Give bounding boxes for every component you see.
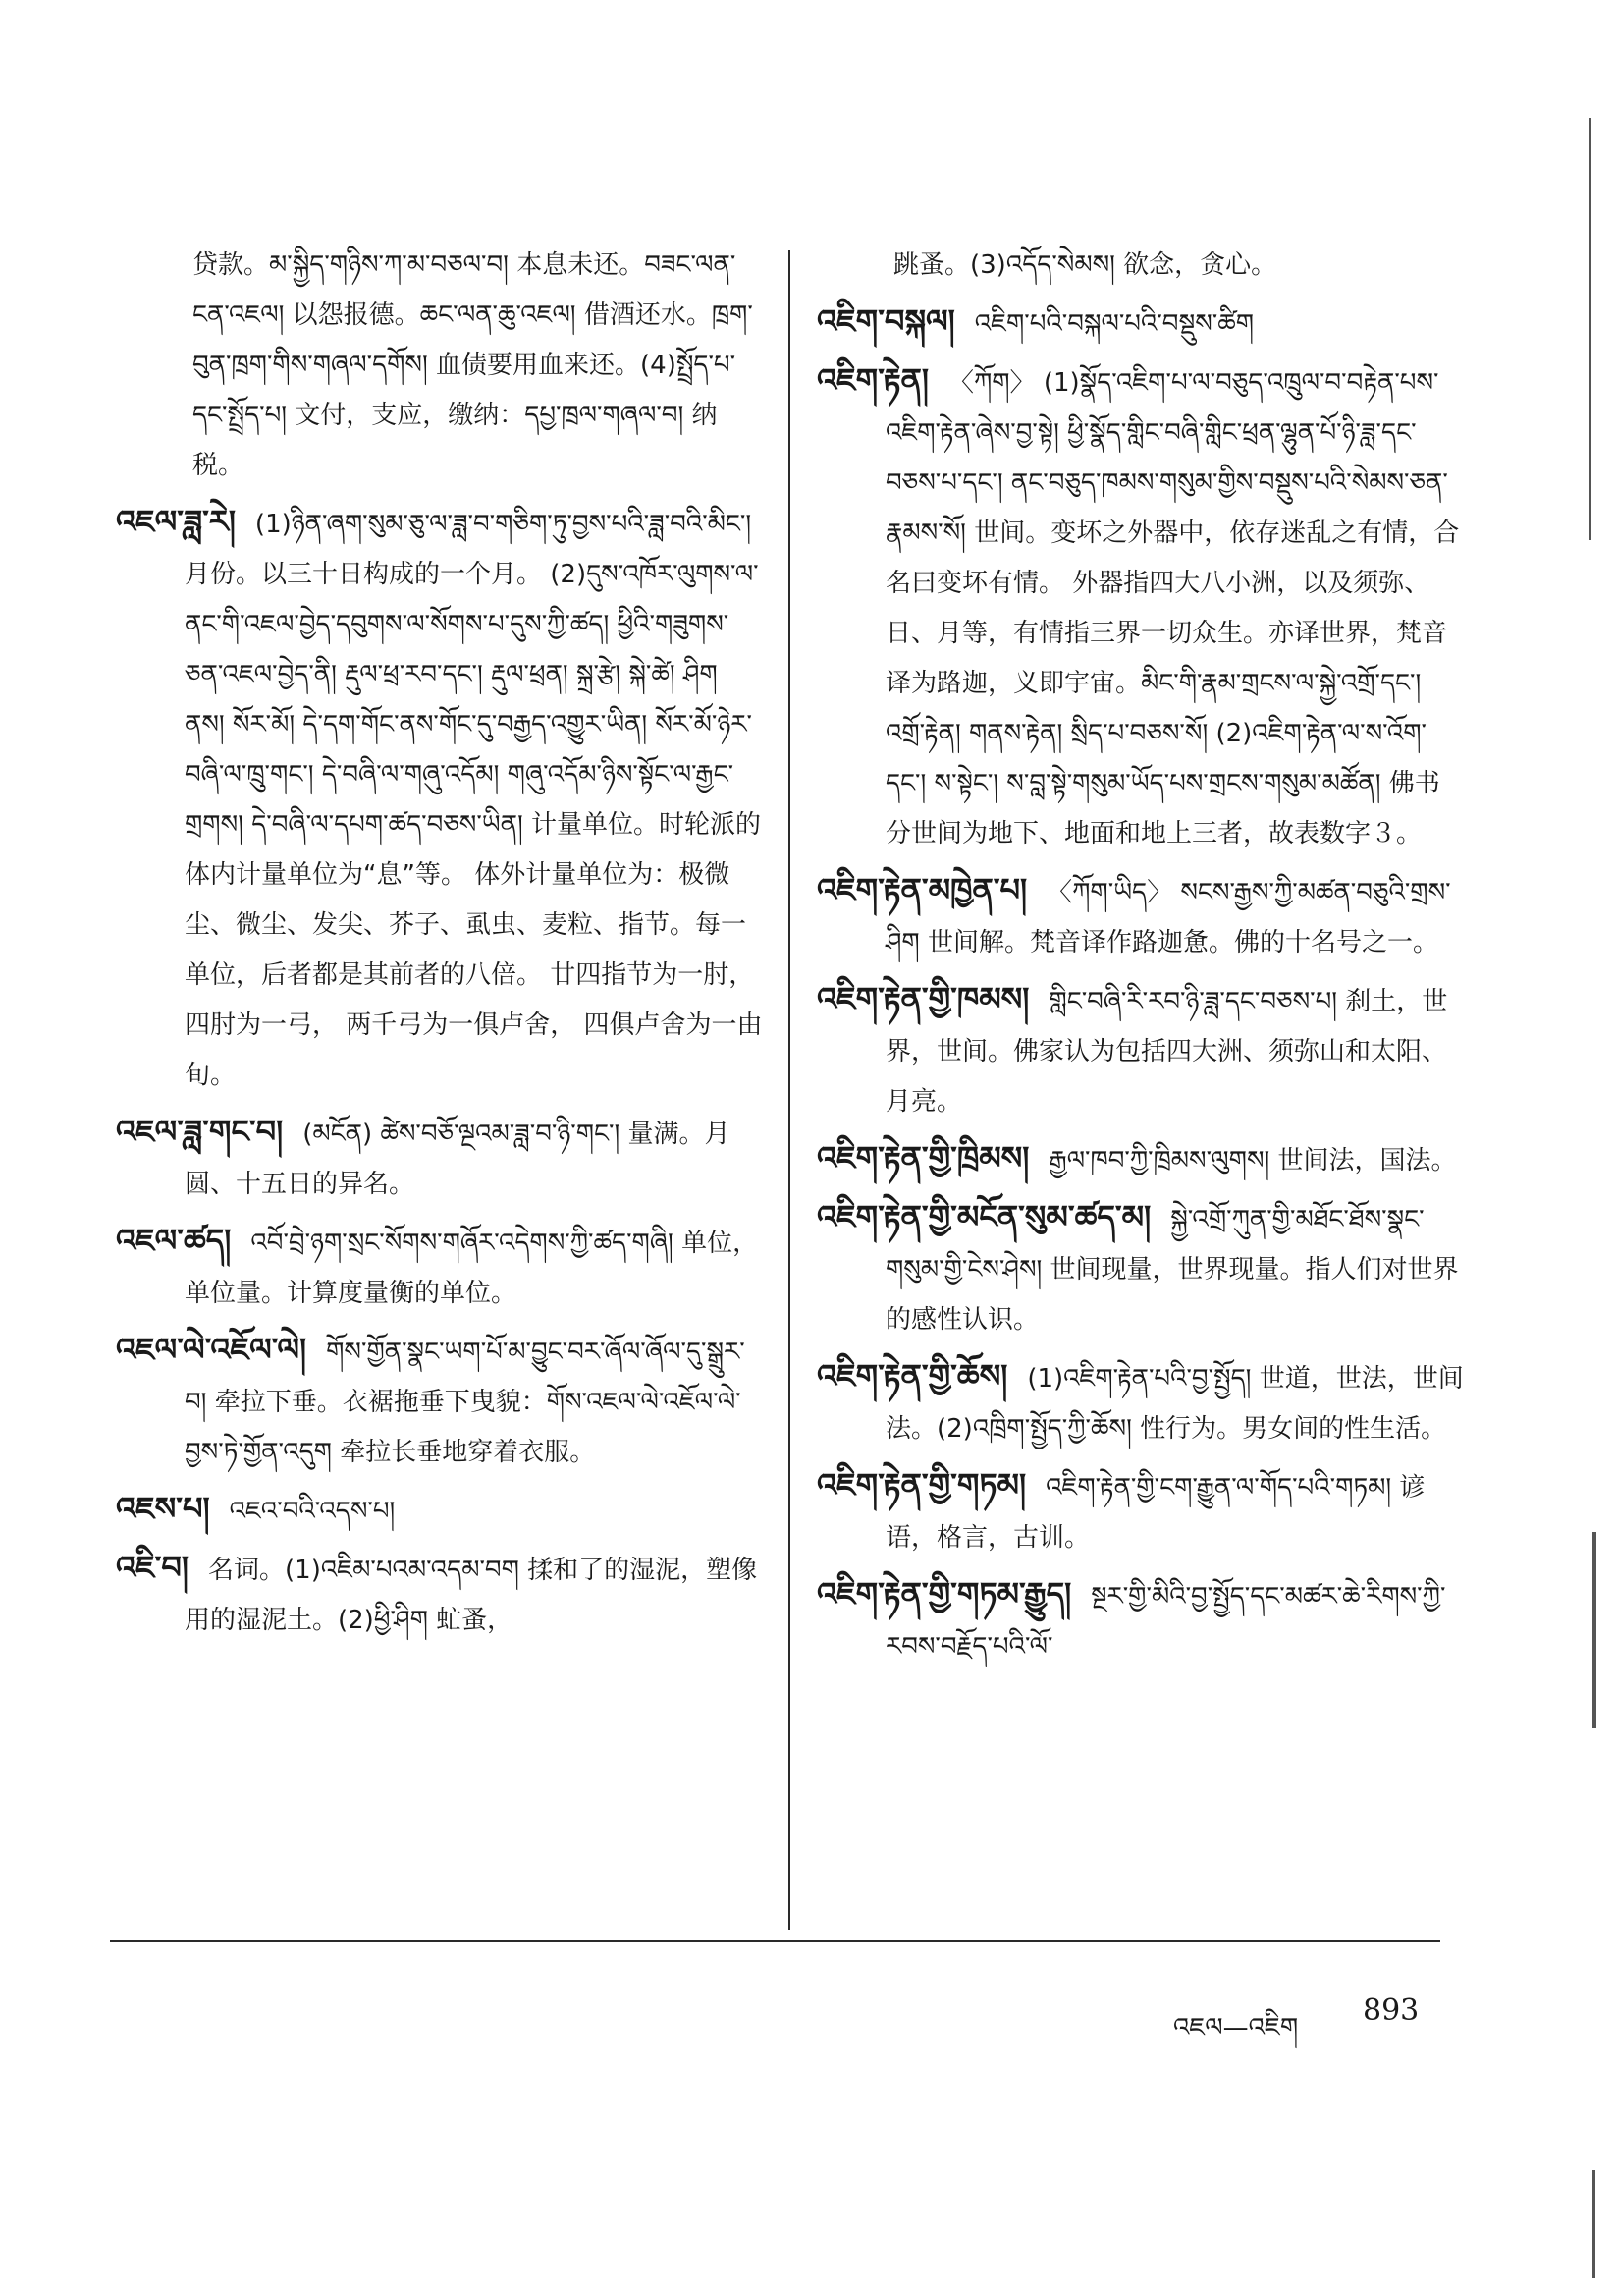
entry-definition: སྐྱེ་འགྲོ་ཀུན་གྱི་མཐོང་ཐོས་སྣང་གསུམ་གྱི་ངེས་ཤེས། 世间现量，世界现量。指人们对世界的感性认识。 [886, 1205, 1459, 1335]
entry-headword: འཇིག་རྟེན་གྱི་གཏམ་རྒྱུད། [817, 1575, 1072, 1613]
dictionary-entry [817, 974, 1465, 1127]
entry-definition: 贷款。མ་སྐྱིད་གཉིས་ཀ་མ་བཅལ་བ། 本息未还。བཟང་ལན་ངན་འཇལ། 以怨报德。ཆང་ལན་ཆུ་འཇལ། 借酒还水。ཁྲག་བུན་ཁྲག་གིས་གཞལ་དགོས། 血债要用血来还。(4)སྤྲོད་པ་དང་སྤྲོད་པ། 文付，支应，缴纳：དཔྱ་ཁྲལ་གཞལ་བ། 纳税。 [192, 250, 753, 480]
dictionary-entry [817, 865, 1465, 968]
dictionary-entry [116, 241, 764, 491]
column-divider [788, 250, 790, 1930]
dictionary-entry [817, 1192, 1465, 1345]
entry-headword: འཇལ་ལེ་འཇོལ་ལེ། [116, 1331, 307, 1368]
entry-headword: འཇི་བ། [116, 1549, 189, 1586]
entry-definition: (1)འཇིག་རྟེན་པའི་བྱ་སྤྱོད། 世道，世法，世间法。(2)འཁྲིག་སྤྱོད་ཀྱི་ཆོས། 性行为。男女间的性生活。 [886, 1364, 1464, 1444]
margin-artifact [1592, 1532, 1596, 1728]
entry-headword: འཇིག་རྟེན་མཁྱེན་པ། [817, 871, 1028, 908]
dictionary-entry [116, 1484, 764, 1537]
entry-definition: འཇིག་པའི་བསྐལ་པའི་བསྡུས་ཚིག [974, 309, 1255, 339]
entry-headword: འཇས་པ། [116, 1490, 210, 1527]
dictionary-entry [817, 355, 1465, 859]
dictionary-entry [817, 297, 1465, 350]
right-column [817, 241, 1465, 1678]
dictionary-entry [817, 1351, 1465, 1454]
entry-definition: འཇའ་བའི་འདས་པ། [229, 1497, 396, 1526]
entry-headword: འཇིག་རྟེན། [817, 361, 929, 399]
dictionary-entry [817, 1569, 1465, 1672]
margin-artifact [1589, 118, 1591, 540]
entry-definition: འཇིག་རྟེན་གྱི་ངག་རྒྱུན་ལ་གོད་པའི་གཏམ། 谚语，格言，古训。 [886, 1473, 1426, 1553]
dictionary-entry [116, 497, 764, 1101]
footer-rule [110, 1940, 1440, 1942]
dictionary-entry [116, 1543, 764, 1646]
entry-definition: (1)ཉིན་ཞག་སུམ་ཅུ་ལ་ཟླ་བ་གཅིག་ཏུ་བྱས་པའི་ཟླ་བའི་མིང་། 月份。以三十日构成的一个月。 (2)དུས་འཁོར་ལུགས་ལ་ནང་གི་འཇལ་བྱེད་དབུགས་ལ་སོགས་པ་དུས་ཀྱི་ཚད། ཕྱིའི་གཟུགས་ཅན་འཇལ་བྱེད་ནི། རྡུལ་ཕྲ་རབ་དང་། རྡུལ་ཕྲན། སྐྲ་རྩེ། སྐེ་ཚེ། ཤིག ནས། སོར་མོ། དེ་དག་གོང་ནས་གོང་དུ་བརྒྱད་འགྱུར་ཡིན། སོར་མོ་ཉེར་བཞི་ལ་ཁྲུ་གང་། དེ་བཞི་ལ་གཞུ་འདོམ། གཞུ་འདོམ་ཉིས་སྟོང་ལ་རྒྱང་གྲགས། དེ་བཞི་ལ་དཔག་ཚད་བཅས་ཡིན། 计量单位。时轮派的体内计量单位为“息”等。 体外计量单位为：极微尘、微尘、发尖、芥子、虱虫、麦粒、指节。每一单位，后者都是其前者的八倍。 廿四指节为一肘，四肘为一弓， 两千弓为一俱卢舍， 四俱卢舍为一由旬。 [185, 510, 763, 1090]
entry-definition: གླིང་བཞི་རི་རབ་ཉི་ཟླ་དང་བཅས་པ། 刹土，世界，世间。佛家认为包括四大洲、须弥山和太阳、月亮。 [886, 987, 1448, 1117]
entry-definition: 〈ཀོག་ཡིད〉 སངས་རྒྱས་ཀྱི་མཚན་བཅུའི་གྲས་ཤིག 世间解。梵音译作路迦惫。佛的十名号之一。 [886, 878, 1451, 957]
dictionary-entry [817, 1460, 1465, 1563]
entry-definition: 跳蚤。(3)འདོད་སེམས། 欲念，贪心。 [893, 250, 1277, 280]
entry-definition: རྒྱལ་ཁབ་ཀྱི་ཁྲིམས་ལུགས། 世间法，国法。 [1049, 1146, 1457, 1175]
entry-headword: འཇལ་ཚད། [116, 1222, 232, 1259]
dictionary-entry [116, 1325, 764, 1478]
entry-definition: སྔར་གྱི་མིའི་བྱ་སྤྱོད་དང་མཚར་ཆེ་རིགས་ཀྱི་རབས་བརྗོད་པའི་ལོ་ [886, 1582, 1446, 1662]
margin-artifact [1592, 2170, 1595, 2278]
entry-definition: (མངོན) ཚེས་བཅོ་ལྔའམ་ཟླ་བ་ཉི་གང་། 量满。月圆、十五日的异名。 [185, 1120, 730, 1199]
entry-headword: འཇིག་རྟེན་གྱི་ཁྲིམས། [817, 1139, 1030, 1176]
dictionary-entry [817, 1133, 1465, 1186]
entry-headword: འཇིག་རྟེན་གྱི་གཏམ། [817, 1466, 1027, 1503]
entry-definition: 名词。(1)འཇིམ་པའམ་འདམ་བག 揉和了的湿泥，塑像用的湿泥土。(2)ཕྱི་ཤིག 虻蚤， [185, 1556, 758, 1635]
entry-headword: འཇིག་བསྐལ། [817, 302, 955, 340]
entry-definition: འབོ་བྲེ་ཉག་སྲང་སོགས་གཞོར་འདེགས་ཀྱི་ཚད་གཞི། 单位，单位量。计算度量衡的单位。 [185, 1229, 759, 1308]
entry-headword: འཇལ་ཟླ་རེ། [116, 503, 236, 540]
dictionary-entry [116, 1216, 764, 1319]
entry-headword: འཇིག་རྟེན་གྱི་ཆོས། [817, 1357, 1008, 1394]
dictionary-entry [116, 1107, 764, 1210]
running-head: འཇལ—འཇིག [1173, 2013, 1299, 2043]
dictionary-entry [817, 241, 1465, 291]
entry-definition: གོས་གྱོན་སྣང་ཡག་པོ་མ་བྱུང་བར་ཞོལ་ཞོལ་དུ་སྒྲུར་བ། 牵拉下垂。衣裾拖垂下曳貌：གོས་འཇལ་ལེ་འཇོལ་ལེ་བྱས་ཏེ་གྱོན་འདུག 牵拉长垂地穿着衣服。 [185, 1338, 745, 1467]
entry-headword: འཇིག་རྟེན་གྱི་ཁམས། [817, 980, 1030, 1017]
entry-headword: འཇིག་རྟེན་གྱི་མངོན་སུམ་ཚད་མ། [817, 1198, 1152, 1235]
entry-headword: འཇལ་ཟླ་གང་བ། [116, 1113, 284, 1150]
entry-definition: 〈ཀོག〉 (1)སྣོད་འཇིག་པ་ལ་བཅུད་འཁྲུལ་བ་བརྟེན་པས་འཇིག་རྟེན་ཞེས་བྱ་སྟེ། ཕྱི་སྣོད་གླིང་བཞི་གླིང་ཕྲན་ལྷུན་པོ་ཉི་ཟླ་དང་བཅས་པ་དང་། ནང་བཅུད་ཁམས་གསུམ་གྱིས་བསྡུས་པའི་སེམས་ཅན་རྣམས་སོ། 世间。变坏之外器中，依存迷乱之有情，合名曰变坏有情。 外器指四大八小洲，以及须弥、日、月等，有情指三界一切众生。亦译世界，梵音译为路迦，义即宇宙。མིང་གི་རྣམ་གྲངས་ལ་སྐྱེ་འགྲོ་དང་། འགྲོ་རྟེན། གནས་རྟེན། སྲིད་པ་བཅས་སོ། (2)འཇིག་རྟེན་ལ་ས་འོག་དང་། ས་སྟེང་། ས་བླ་སྟེ་གསུམ་ཡོད་པས་གྲངས་གསུམ་མཚོན། 佛书分世间为地下、地面和地上三者，故表数字３。 [886, 368, 1460, 848]
page-number: 893 [1363, 1994, 1420, 2028]
left-column [116, 241, 764, 1652]
